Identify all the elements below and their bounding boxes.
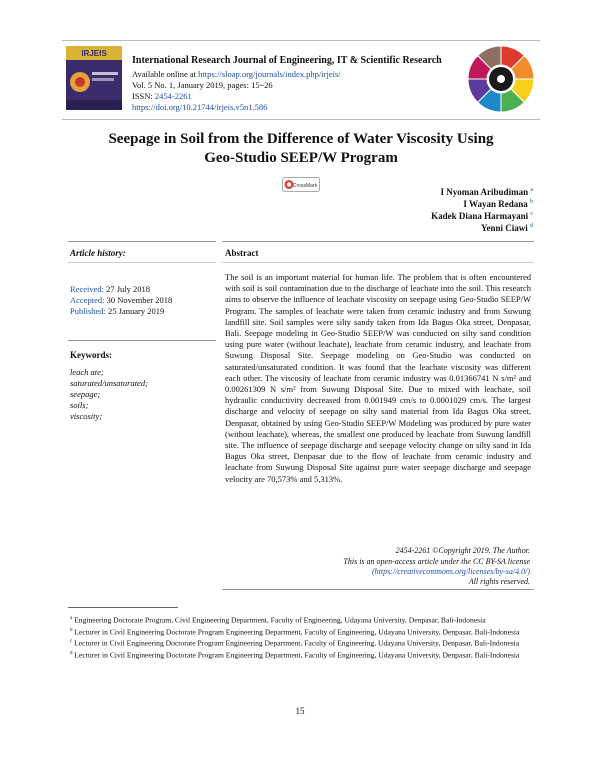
journal-logo-wheel [466, 44, 536, 114]
availability-line [132, 69, 341, 79]
footnote-text: Engineering Doctorate Program, Civil Engineering Department, Faculty of Engineering, Udayana University, Denpasar, Bali-Indonesia [74, 615, 486, 625]
footnote-item [70, 649, 532, 661]
author-name: Kadek Diana Harmayani [431, 211, 529, 221]
issn-label: ISSN: [132, 91, 155, 101]
accepted-date: 30 November 2018 [106, 295, 173, 305]
author-name: I Wayan Redana [463, 199, 528, 209]
footnote-item [70, 637, 532, 649]
abstract-text: The soil is an important material for human life. The problem that is often encountered with soil is soil contamination due to the discharge of leachate into the soil. This research aims to observe the influence of leachate viscosity on seepage using Geo-Studio SEEP/W Program. The samples of leachate were taken from ceramic industry and from Suwung landfill site. Soil samples were silty sandy taken from Ida Bagus Oka street, Denpasar, Bali. Seepage modeling in Geo-Studio SEEP/W was conducted on silty sand condition using pure water (without leachate), leachate from ceramic industry, and leachate from Suwung Disposal Site. Seepage modeling on Geo-Studio was conducted on saturated/unsaturated condition. It was found that the leachate viscosity was different each other. The viscosity of leachate from ceramic industry was 0.01366741 N s/m² and 0.00261309 N s/m² from Suwung Disposal Site. Due to mixed with leachate, soil hydraulic conductivity decreased from 0.001949 cm/s to 0.0001029 cm/s. The largest discharge and velocity of seepage on silty sand material from Ida Bagus Oka street, Denpasar, obtained by using Geo-Studio SEEP/W Modeling was produced by pure water (without leachate), whereas, the smallest one produced by leachate from Suwung landfill site. The influence of seepage discharge and seepage velocity change on silty sand in Ida Bagus Oka street, Denpasar due to the flow of leachate from ceramic industry and leachate from Suwung Disposal Site against pure water seepage discharge and seepage velocity are 70,573% and 5,313%. [225, 272, 531, 484]
footnote-item [70, 614, 532, 626]
footnote-mark: b [70, 627, 73, 633]
abstract-underline [222, 262, 534, 263]
abstract-heading: Abstract [225, 248, 259, 258]
keyword-item: soils; [70, 400, 89, 410]
author-name: Yenni Ciawi [480, 223, 528, 233]
license-url-link[interactable]: (https://creativecommons.org/licenses/by-sa/4.0/) [371, 567, 530, 576]
journal-cover-thumbnail [66, 46, 122, 110]
accepted-line [70, 295, 172, 305]
volume-info: Vol. 5 No. 1, January 2019, pages: 15~26 [132, 80, 273, 90]
journal-title: International Research Journal of Engineering, IT & Scientific Research [132, 55, 442, 66]
rights-line: All rights reserved. [468, 577, 530, 586]
journal-url-link[interactable]: https://sloap.org/journals/index.php/irjeis/ [198, 69, 341, 79]
published-line [70, 306, 164, 316]
author-4 [481, 223, 533, 233]
footnote-text: Lecturer in Civil Engineering Doctorate Program Engineering Department, Faculty of Engineering, Udayana University, Denpasar, Bali-Indonesia [74, 650, 520, 660]
page-number: 15 [295, 706, 305, 716]
footnote-text: Lecturer in Civil Engineering Doctorate Program Engineering Department, Faculty of Engineering, Udayana University, Denpasar, Bali-Indonesia [74, 627, 520, 637]
crossmark-badge[interactable] [282, 177, 320, 192]
footnote-mark: c [70, 639, 73, 645]
footnote-text: Lecturer in Civil Engineering Doctorate Program Engineering Department, Faculty of Engineering, Udayana University, Denpasar, Bali-Indonesia [74, 638, 520, 648]
issn-link[interactable]: 2454-2261 [154, 91, 192, 101]
author-mark: d [530, 223, 533, 229]
footnote-mark: a [70, 616, 73, 621]
author-mark: a [530, 187, 533, 193]
right-top-rule [222, 241, 534, 242]
author-1 [441, 187, 533, 197]
footnote-mark: d [70, 650, 73, 656]
published-date: 25 January 2019 [108, 306, 165, 316]
author-name: I Nyoman Aribudiman [440, 187, 529, 197]
published-label: Published: [70, 306, 106, 316]
cover-text: IRJEIS [81, 49, 107, 58]
doi-link[interactable]: https://doi.org/10.21744/irjeis.v5n1.586 [132, 102, 268, 112]
crossmark-label: CrossMark [292, 183, 318, 189]
logo-wheel-center [497, 75, 505, 83]
keywords-rule [68, 340, 216, 341]
keyword-item: saturated/unsaturated; [70, 378, 148, 388]
footnote-item [70, 626, 532, 638]
left-top-rule [68, 241, 216, 242]
author-mark: b [530, 199, 533, 205]
history-underline [68, 262, 216, 263]
available-prefix: Available online at [132, 69, 199, 79]
paper-title [60, 130, 542, 168]
keyword-item: viscosity; [70, 411, 103, 421]
author-3 [431, 211, 533, 221]
title-line-2: Geo-Studio SEEP/W Program [204, 150, 398, 166]
footnote-separator [68, 607, 178, 608]
keyword-list [70, 367, 148, 422]
keyword-item: seepage; [70, 389, 101, 399]
accepted-label: Accepted: [70, 295, 105, 305]
footnotes [70, 614, 532, 660]
article-history-heading: Article history: [70, 248, 126, 258]
author-mark: c [530, 211, 533, 217]
received-date: 27 July 2018 [106, 284, 151, 294]
author-2 [463, 199, 533, 209]
issn-line [132, 91, 192, 101]
title-line-1: Seepage in Soil from the Difference of Water Viscosity Using [108, 131, 494, 147]
received-line [70, 284, 150, 294]
copyright-rule [222, 589, 534, 590]
copyright-line: 2454-2261 ©Copyright 2019. The Author. [395, 546, 530, 555]
license-line: This is an open-access article under the CC BY-SA license [343, 557, 530, 566]
keywords-heading: Keywords: [70, 350, 112, 360]
received-label: Received: [70, 284, 104, 294]
keyword-item: leach ate; [70, 367, 104, 377]
